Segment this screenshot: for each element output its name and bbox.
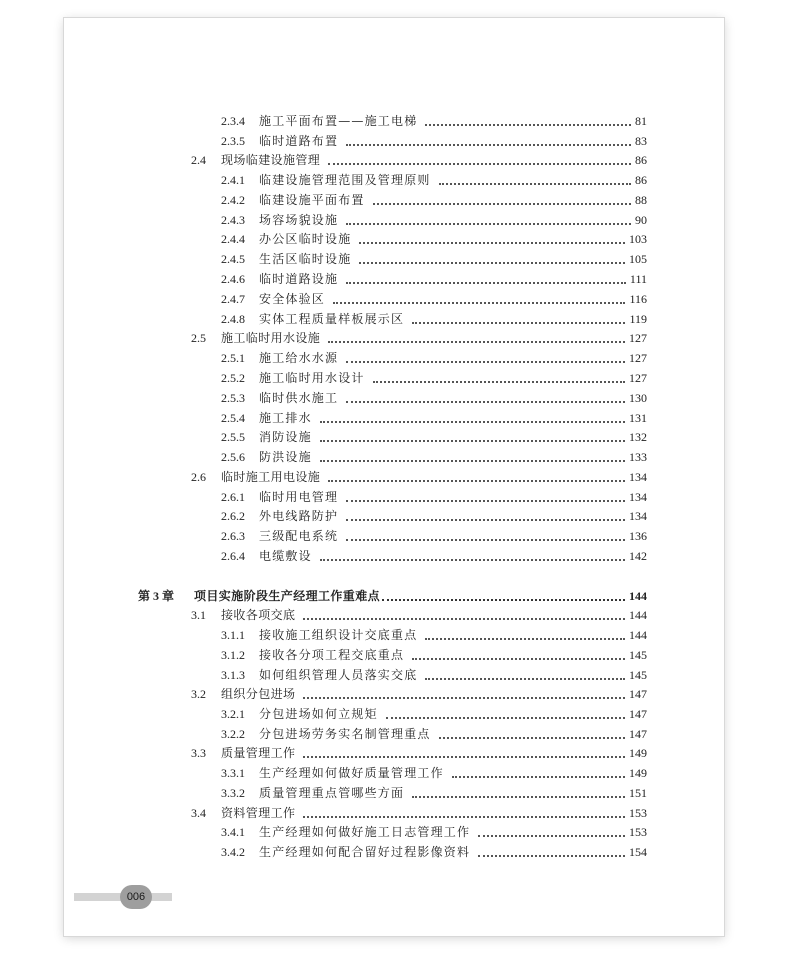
toc-entry-3-4[interactable] — [191, 803, 647, 823]
toc-entry-2-6-3[interactable] — [221, 526, 647, 546]
toc-entry-2-4-4[interactable] — [221, 229, 647, 249]
entry-number: 2.6.2 — [221, 509, 245, 523]
dot-leader — [328, 479, 625, 482]
entry-number: 3.4.2 — [221, 845, 245, 859]
entry-page: 144 — [629, 608, 647, 622]
entry-title: 临时道路设施 — [259, 272, 339, 286]
dot-leader — [320, 558, 625, 561]
dot-leader — [328, 162, 631, 165]
entry-number: 2.4.5 — [221, 252, 245, 266]
dot-leader — [303, 617, 625, 620]
dot-leader — [452, 775, 625, 778]
dot-leader — [346, 518, 625, 521]
entry-page: 144 — [629, 628, 647, 642]
toc-entry-2-5-3[interactable] — [221, 388, 647, 408]
entry-page: 151 — [629, 786, 647, 800]
entry-title: 临建设施平面布置 — [259, 193, 365, 207]
entry-number: 2.4.4 — [221, 232, 245, 246]
entry-page: 130 — [629, 391, 647, 405]
toc-entry-2-4-1[interactable] — [221, 170, 647, 190]
dot-leader — [346, 281, 626, 284]
dot-leader — [346, 222, 631, 225]
chapter-title: 项目实施阶段生产经理工作重难点 — [194, 589, 381, 603]
entry-title: 临建设施管理范围及管理原则 — [259, 173, 431, 187]
chapter-page: 144 — [629, 589, 647, 603]
entry-title: 接收施工组织设计交底重点 — [259, 628, 418, 642]
entry-title: 消防设施 — [259, 430, 312, 444]
dot-leader — [346, 400, 625, 403]
toc-entry-2-4-5[interactable] — [221, 249, 647, 269]
dot-leader — [412, 795, 625, 798]
toc-entry-3-1-2[interactable] — [221, 645, 647, 665]
toc-entry-2-5-6[interactable] — [221, 447, 647, 467]
entry-title: 临时用电管理 — [259, 490, 339, 504]
toc-entry-3-3-2[interactable] — [221, 783, 647, 803]
dot-leader — [373, 202, 631, 205]
entry-title: 接收各项交底 — [221, 608, 296, 622]
entry-title: 办公区临时设施 — [259, 232, 352, 246]
toc-entry-3-2-2[interactable] — [221, 724, 647, 744]
entry-page: 154 — [629, 845, 647, 859]
entry-number: 2.5 — [191, 331, 206, 345]
entry-page: 149 — [629, 766, 647, 780]
entry-number: 2.4 — [191, 153, 206, 167]
entry-page: 145 — [629, 648, 647, 662]
toc-entry-3-3[interactable] — [191, 743, 647, 763]
entry-title: 施工给水水源 — [259, 351, 339, 365]
entry-title: 临时道路布置 — [259, 134, 339, 148]
toc-entry-2-5-5[interactable] — [221, 427, 647, 447]
toc-entry-2-5-4[interactable] — [221, 408, 647, 428]
dot-leader — [359, 261, 625, 264]
toc-entry-3-2[interactable] — [191, 684, 647, 704]
toc-entry-3-1-1[interactable] — [221, 625, 647, 645]
entry-number: 2.5.3 — [221, 391, 245, 405]
entry-number: 2.6 — [191, 470, 206, 484]
dot-leader — [328, 340, 625, 343]
dot-leader — [373, 380, 625, 383]
toc-entry-2-4-7[interactable] — [221, 289, 647, 309]
toc-chapter-3[interactable] — [138, 586, 647, 606]
entry-page: 86 — [635, 153, 647, 167]
entry-page: 136 — [629, 529, 647, 543]
entry-page: 90 — [635, 213, 647, 227]
entry-number: 2.5.2 — [221, 371, 245, 385]
entry-page: 86 — [635, 173, 647, 187]
entry-title: 生活区临时设施 — [259, 252, 352, 266]
toc-entry-3-3-1[interactable] — [221, 763, 647, 783]
entry-page: 132 — [629, 430, 647, 444]
entry-page: 147 — [629, 727, 647, 741]
dot-leader — [425, 123, 631, 126]
entry-title: 生产经理如何做好质量管理工作 — [259, 766, 444, 780]
toc-entry-3-2-1[interactable] — [221, 704, 647, 724]
toc-entry-3-4-2[interactable] — [221, 842, 647, 862]
entry-number: 2.5.5 — [221, 430, 245, 444]
entry-page: 131 — [629, 411, 647, 425]
entry-number: 2.5.1 — [221, 351, 245, 365]
dot-leader — [382, 598, 625, 601]
entry-title: 防洪设施 — [259, 450, 312, 464]
entry-number: 2.4.7 — [221, 292, 245, 306]
entry-number: 3.2.1 — [221, 707, 245, 721]
dot-leader — [346, 538, 625, 541]
entry-page: 147 — [629, 707, 647, 721]
toc-entry-2-4-2[interactable] — [221, 190, 647, 210]
dot-leader — [439, 182, 631, 185]
entry-title: 临时施工用电设施 — [221, 470, 321, 484]
toc-entry-2-6-2[interactable] — [221, 506, 647, 526]
dot-leader — [320, 459, 625, 462]
entry-page: 153 — [629, 806, 647, 820]
entry-number: 3.3 — [191, 746, 206, 760]
entry-title: 分包进场如何立规矩 — [259, 707, 378, 721]
dot-leader — [346, 360, 625, 363]
toc-entry-2-5[interactable] — [191, 328, 647, 348]
dot-leader — [439, 736, 625, 739]
dot-leader — [303, 815, 625, 818]
entry-page: 127 — [629, 371, 647, 385]
entry-title: 接收各分项工程交底重点 — [259, 648, 405, 662]
dot-leader — [333, 301, 625, 304]
entry-page: 127 — [629, 331, 647, 345]
entry-number: 2.4.3 — [221, 213, 245, 227]
entry-number: 3.1.2 — [221, 648, 245, 662]
entry-page: 111 — [629, 272, 647, 286]
entry-title: 外电线路防护 — [259, 509, 339, 523]
entry-number: 3.2.2 — [221, 727, 245, 741]
entry-title: 安全体验区 — [259, 292, 326, 306]
dot-leader — [303, 696, 625, 699]
entry-number: 3.3.1 — [221, 766, 245, 780]
page-number-badge: 006 — [120, 885, 152, 909]
entry-page: 83 — [635, 134, 647, 148]
entry-number: 2.5.6 — [221, 450, 245, 464]
entry-title: 生产经理如何配合留好过程影像资料 — [259, 845, 471, 859]
entry-page: 145 — [629, 668, 647, 682]
entry-title: 质量管理工作 — [221, 746, 296, 760]
dot-leader — [346, 499, 625, 502]
toc-entry-2-4-3[interactable] — [221, 210, 647, 230]
dot-leader — [359, 241, 625, 244]
entry-page: 134 — [629, 509, 647, 523]
entry-title: 如何组织管理人员落实交底 — [259, 668, 418, 682]
dot-leader — [478, 854, 625, 857]
chapter-number: 第 3 章 — [138, 589, 175, 603]
dot-leader — [425, 677, 625, 680]
entry-page: 103 — [629, 232, 647, 246]
toc-entry-3-1-3[interactable] — [221, 665, 647, 685]
entry-title: 施工排水 — [259, 411, 312, 425]
entry-title: 实体工程质量样板展示区 — [259, 312, 405, 326]
toc-entry-2-4-8[interactable] — [221, 309, 647, 329]
entry-number: 2.4.1 — [221, 173, 245, 187]
toc-entry-3-1[interactable] — [191, 605, 647, 625]
toc-entry-3-4-1[interactable] — [221, 822, 647, 842]
entry-title: 现场临建设施管理 — [221, 153, 321, 167]
entry-title: 施工临时用水设施 — [221, 331, 321, 345]
entry-page: 119 — [629, 312, 647, 326]
entry-number: 3.1.3 — [221, 668, 245, 682]
entry-page: 134 — [629, 490, 647, 504]
entry-number: 3.2 — [191, 687, 206, 701]
entry-number: 3.1.1 — [221, 628, 245, 642]
entry-number: 2.6.1 — [221, 490, 245, 504]
dot-leader — [320, 420, 625, 423]
entry-title: 组织分包进场 — [221, 687, 296, 701]
entry-number: 2.5.4 — [221, 411, 245, 425]
entry-number: 2.6.4 — [221, 549, 245, 563]
entry-page: 81 — [635, 114, 647, 128]
entry-title: 场容场貌设施 — [259, 213, 339, 227]
entry-number: 2.4.2 — [221, 193, 245, 207]
entry-number: 2.3.5 — [221, 134, 245, 148]
entry-page: 88 — [635, 193, 647, 207]
entry-page: 127 — [629, 351, 647, 365]
toc-entry-2-6-1[interactable] — [221, 487, 647, 507]
entry-title: 生产经理如何做好施工日志管理工作 — [259, 825, 471, 839]
entry-page: 133 — [629, 450, 647, 464]
entry-number: 3.4 — [191, 806, 206, 820]
toc-entry-2-3-4[interactable] — [221, 111, 647, 131]
entry-page: 134 — [629, 470, 647, 484]
entry-number: 3.3.2 — [221, 786, 245, 800]
toc-entry-2-5-1[interactable] — [221, 348, 647, 368]
toc-entry-2-6-4[interactable] — [221, 546, 647, 566]
entry-title: 质量管理重点管哪些方面 — [259, 786, 405, 800]
entry-number: 3.1 — [191, 608, 206, 622]
dot-leader — [346, 143, 631, 146]
entry-title: 施工平面布置——施工电梯 — [259, 114, 418, 128]
entry-title: 资料管理工作 — [221, 806, 296, 820]
entry-number: 2.3.4 — [221, 114, 245, 128]
entry-page: 153 — [629, 825, 647, 839]
entry-title: 三级配电系统 — [259, 529, 339, 543]
toc-entry-2-6[interactable] — [191, 467, 647, 487]
dot-leader — [412, 657, 625, 660]
entry-page: 149 — [629, 746, 647, 760]
entry-title: 临时供水施工 — [259, 391, 339, 405]
entry-number: 3.4.1 — [221, 825, 245, 839]
entry-page: 142 — [629, 549, 647, 563]
page-folio — [74, 885, 172, 909]
entry-number: 2.6.3 — [221, 529, 245, 543]
entry-page: 147 — [629, 687, 647, 701]
entry-number: 2.4.8 — [221, 312, 245, 326]
toc-entry-2-3-5[interactable] — [221, 131, 647, 151]
entry-number: 2.4.6 — [221, 272, 245, 286]
toc-entry-2-4-6[interactable] — [221, 269, 647, 289]
entry-title: 分包进场劳务实名制管理重点 — [259, 727, 431, 741]
entry-title: 施工临时用水设计 — [259, 371, 365, 385]
dot-leader — [320, 439, 625, 442]
entry-title: 电缆敷设 — [259, 549, 312, 563]
entry-page: 116 — [629, 292, 647, 306]
dot-leader — [303, 755, 625, 758]
dot-leader — [386, 716, 625, 719]
dot-leader — [425, 637, 625, 640]
entry-page: 105 — [629, 252, 647, 266]
dot-leader — [478, 834, 625, 837]
toc-entry-2-4[interactable] — [191, 150, 647, 170]
toc-entry-2-5-2[interactable] — [221, 368, 647, 388]
dot-leader — [412, 321, 625, 324]
